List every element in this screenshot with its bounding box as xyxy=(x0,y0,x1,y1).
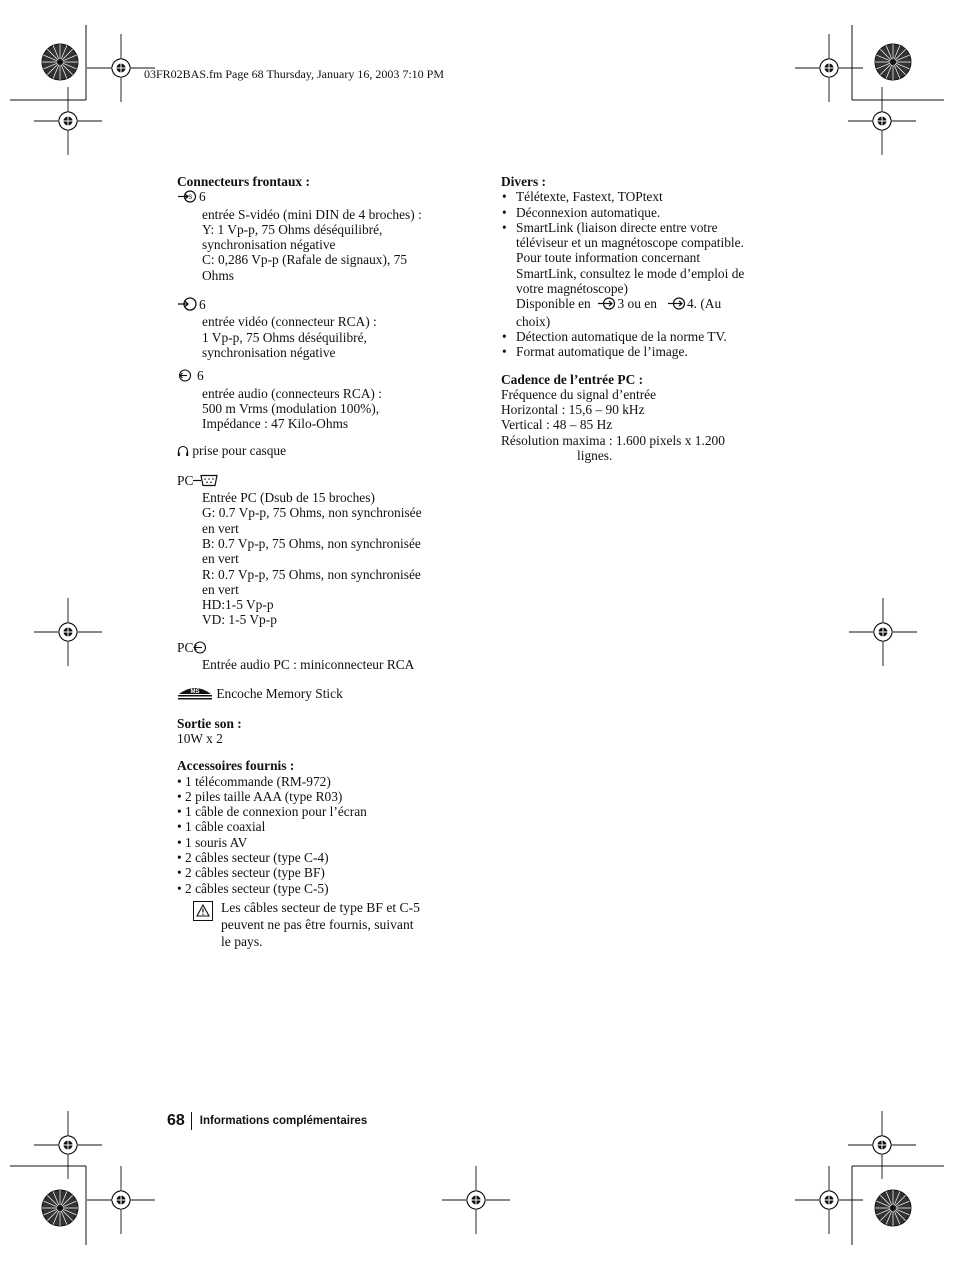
smartlink-line: SmartLink, consultez le mode d’emploi de xyxy=(516,265,745,281)
svideo-line: synchronisation négative xyxy=(202,237,336,253)
list-item: • 2 câbles secteur (type BF) xyxy=(177,865,325,881)
scart-input-icon xyxy=(667,297,687,313)
accessories-title: Accessoires fournis : xyxy=(177,758,295,774)
svideo-line: entrée S-vidéo (mini DIN de 4 broches) : xyxy=(202,206,422,222)
video-input-row xyxy=(177,297,467,314)
crosshair-bottom-left-a xyxy=(34,1111,102,1179)
accessories-list xyxy=(177,774,467,896)
audio-line: entrée audio (connecteurs RCA) : xyxy=(202,385,382,401)
audio-input-icon xyxy=(193,641,207,657)
crosshair-bottom-left-b xyxy=(87,1166,155,1234)
sound-output-title: Sortie son : xyxy=(177,715,242,731)
svideo-line: Y: 1 Vp-p, 75 Ohms déséquilibré, xyxy=(202,221,383,237)
pc-audio-label: PC xyxy=(177,639,194,655)
availability-text: 3 ou en xyxy=(617,296,657,312)
availability-text: Disponible en xyxy=(516,296,591,312)
headphones-row xyxy=(177,443,467,460)
crosshair-top-right-b xyxy=(848,87,916,155)
audio-input-icon xyxy=(177,369,197,385)
note-text xyxy=(221,899,420,950)
pc-rate-line: Vertical : 48 – 85 Hz xyxy=(501,417,613,433)
crosshair-top-left-b xyxy=(34,87,102,155)
list-item: • 1 câble coaxial xyxy=(177,819,266,835)
crosshair-bottom-right-a xyxy=(795,1166,863,1234)
left-column xyxy=(177,174,467,950)
crosshair-bottom-right-b xyxy=(848,1111,916,1179)
svg-text:MS: MS xyxy=(190,689,200,696)
video-number: 6 xyxy=(199,297,206,313)
page-footer xyxy=(167,1112,367,1130)
smartlink-availability xyxy=(516,296,791,313)
list-item: • 2 câbles secteur (type C-4) xyxy=(177,849,329,865)
crosshair-mid-right xyxy=(849,598,917,666)
list-item: • 2 câbles secteur (type C-5) xyxy=(177,880,329,896)
video-details xyxy=(202,314,467,360)
footer-separator xyxy=(191,1112,192,1130)
pc-line: en vert xyxy=(202,520,239,536)
list-item-smartlink xyxy=(501,220,791,329)
pc-line: Entrée PC (Dsub de 15 broches) xyxy=(202,490,375,506)
pc-audio-row xyxy=(177,640,467,657)
headphones-label: prise pour casque xyxy=(192,443,287,459)
list-item: • Télétexte, Fastext, TOPtext xyxy=(501,189,791,204)
starburst-bottom-left xyxy=(42,1190,78,1226)
pc-audio-detail: Entrée audio PC : miniconnecteur RCA xyxy=(202,657,415,673)
pc-line: B: 0.7 Vp-p, 75 Ohms, non synchronisée xyxy=(202,535,421,551)
right-column xyxy=(501,174,791,463)
video-line: 1 Vp-p, 75 Ohms déséquilibré, xyxy=(202,329,367,345)
warning-icon xyxy=(193,901,213,921)
video-line: synchronisation négative xyxy=(202,344,336,360)
svideo-details xyxy=(202,207,467,283)
list-item: • 2 piles taille AAA (type R03) xyxy=(177,788,343,804)
video-input-icon xyxy=(177,297,199,314)
memory-stick-icon xyxy=(177,684,213,703)
page-number: 68 xyxy=(167,1112,185,1129)
list-item: • Format automatique de l’image. xyxy=(501,344,791,359)
pc-line: HD:1-5 Vp-p xyxy=(202,597,274,613)
memory-stick-label: Encoche Memory Stick xyxy=(216,686,343,702)
crosshair-bottom-center xyxy=(442,1166,510,1234)
note-line: Les câbles secteur de type BF et C-5 xyxy=(221,899,420,915)
audio-details xyxy=(202,386,467,432)
svideo-line: Ohms xyxy=(202,267,234,283)
pc-rate-line: Résolution maxima : 1.600 pixels x 1.200 xyxy=(501,432,725,448)
headphones-icon xyxy=(177,445,189,460)
pc-line: R: 0.7 Vp-p, 75 Ohms, non synchronisée xyxy=(202,566,421,582)
list-item: • Déconnexion automatique. xyxy=(501,205,791,220)
pc-line: en vert xyxy=(202,551,239,567)
front-connectors-title: Connecteurs frontaux : xyxy=(177,174,310,189)
video-line: entrée vidéo (connecteur RCA) : xyxy=(202,314,377,330)
svideo-number: 6 xyxy=(199,189,206,205)
pc-line: VD: 1-5 Vp-p xyxy=(202,612,277,628)
dsub-connector-icon xyxy=(193,474,219,490)
pc-rate-line: Horizontal : 15,6 – 90 kHz xyxy=(501,402,645,418)
smartlink-line: téléviseur et un magnétoscope compatible. xyxy=(516,235,744,251)
pc-rate-line: lignes. xyxy=(577,448,613,464)
pc-rate-line: Fréquence du signal d’entrée xyxy=(501,386,657,402)
svideo-line: C: 0,286 Vp-p (Rafale de signaux), 75 xyxy=(202,252,408,268)
svideo-input-icon xyxy=(177,190,199,206)
list-item: • 1 souris AV xyxy=(177,834,248,850)
audio-line: Impédance : 47 Kilo-Ohms xyxy=(202,416,349,432)
smartlink-line: votre magnétoscope) xyxy=(516,281,628,297)
audio-number: 6 xyxy=(197,368,204,384)
sound-output-value: 10W x 2 xyxy=(177,730,223,746)
scart-input-icon xyxy=(597,297,617,313)
starburst-top-right xyxy=(875,44,911,80)
list-item: • Détection automatique de la norme TV. xyxy=(501,329,791,344)
pc-rate-details xyxy=(501,387,791,463)
crosshair-top-right-a xyxy=(795,34,863,102)
pc-label: PC xyxy=(177,472,194,488)
note-line: peuvent ne pas être fournis, suivant xyxy=(221,916,414,932)
crosshair-mid-left xyxy=(34,598,102,666)
list-item: • 1 câble de connexion pour l’écran xyxy=(177,804,367,820)
misc-title: Divers : xyxy=(501,174,546,189)
audio-line: 500 m Vrms (modulation 100%), xyxy=(202,400,380,416)
pc-details xyxy=(202,490,467,628)
print-header: 03FR02BAS.fm Page 68 Thursday, January 16, 2003 7:10 PM xyxy=(144,67,444,81)
memory-stick-row xyxy=(177,684,467,703)
availability-text: choix) xyxy=(516,313,551,329)
svg-text:S: S xyxy=(188,195,193,202)
note-line: le pays. xyxy=(221,933,263,949)
starburst-top-left xyxy=(42,44,78,80)
pc-rate-title: Cadence de l’entrée PC : xyxy=(501,371,644,387)
list-item: • 1 télécommande (RM-972) xyxy=(177,773,331,789)
pc-line: en vert xyxy=(202,581,239,597)
audio-input-row xyxy=(177,368,467,385)
availability-text: 4. (Au xyxy=(686,296,722,312)
accessories-note xyxy=(193,899,467,950)
starburst-bottom-right xyxy=(875,1190,911,1226)
section-title: Informations complémentaires xyxy=(199,1115,368,1127)
pc-line: G: 0.7 Vp-p, 75 Ohms, non synchronisée xyxy=(202,505,422,521)
smartlink-line: • SmartLink (liaison directe entre votre xyxy=(516,219,718,235)
pc-input-row xyxy=(177,473,467,490)
smartlink-line: Pour toute information concernant xyxy=(516,250,701,266)
misc-list xyxy=(501,189,791,359)
svideo-input-row xyxy=(177,189,467,206)
